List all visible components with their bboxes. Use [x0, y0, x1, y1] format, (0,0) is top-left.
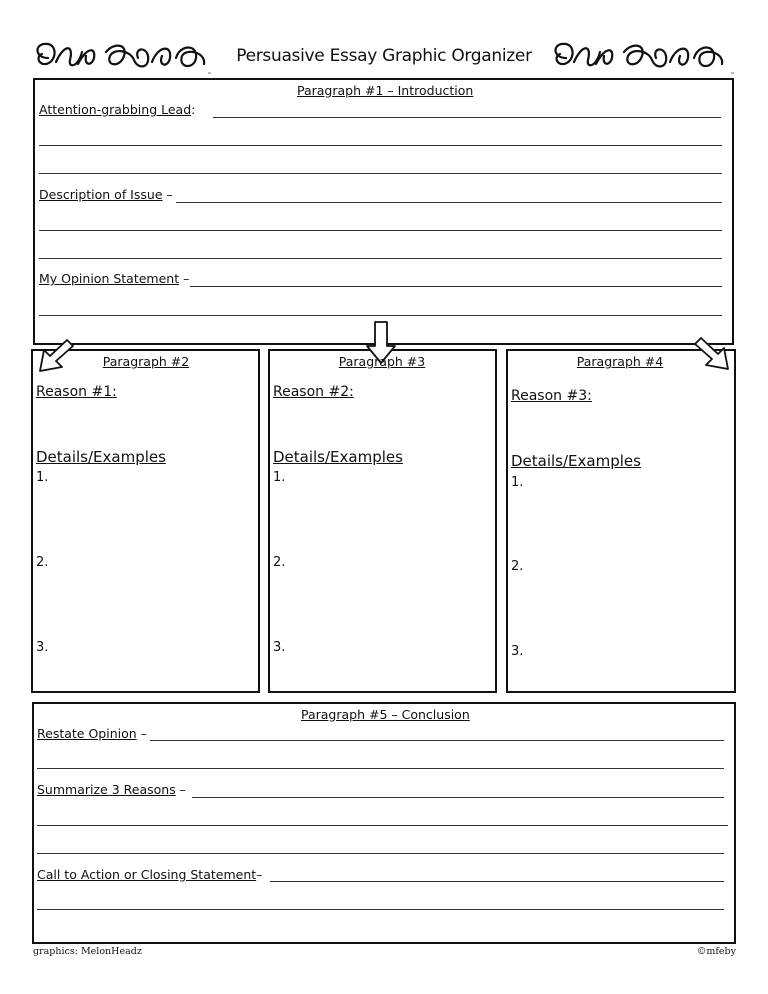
lead-answer-line[interactable] [213, 117, 721, 118]
writing-line[interactable] [39, 258, 722, 259]
restate-label: Restate Opinion [37, 726, 137, 741]
paragraph-3-title: Paragraph #3 [338, 354, 426, 369]
lead-prompt: Attention-grabbing Lead: [39, 102, 196, 117]
writing-line[interactable] [37, 853, 724, 854]
intro-section [33, 78, 734, 345]
opinion-prompt: My Opinion Statement – [39, 271, 190, 286]
summarize-answer-line[interactable] [192, 797, 724, 798]
reason-1-label: Reason #1: [36, 384, 117, 400]
summarize-label: Summarize 3 Reasons [37, 782, 176, 797]
paragraph-2-section [31, 349, 260, 693]
details-examples-label: Details/Examples [511, 452, 641, 470]
intro-title: Paragraph #1 – Introduction [297, 83, 474, 98]
trademark-mark-right: ™ [730, 72, 735, 78]
writing-line[interactable] [39, 315, 722, 316]
item-number: 2. [511, 559, 524, 574]
writing-line[interactable] [39, 230, 722, 231]
issue-answer-line[interactable] [176, 202, 722, 203]
restate-prompt: Restate Opinion – [37, 726, 147, 741]
writing-line[interactable] [37, 825, 728, 826]
issue-label: Description of Issue [39, 187, 163, 202]
arrow-down-left-icon [34, 337, 74, 375]
copyright-credit: ©mfeby [696, 946, 736, 957]
lead-label: Attention-grabbing Lead [39, 102, 192, 117]
trademark-mark-left: ™ [207, 72, 212, 78]
paragraph-3-section [268, 349, 497, 693]
closing-answer-line[interactable] [270, 881, 724, 882]
writing-line[interactable] [39, 173, 722, 174]
page-title: Persuasive Essay Graphic Organizer [236, 46, 532, 66]
writing-line[interactable] [39, 145, 722, 146]
details-examples-label: Details/Examples [273, 448, 403, 466]
restate-answer-line[interactable] [150, 740, 724, 741]
item-number: 3. [273, 640, 286, 655]
summarize-prompt: Summarize 3 Reasons – [37, 782, 186, 797]
arrow-down-right-icon [694, 335, 734, 373]
right-swirl-ornament [548, 38, 730, 76]
conclusion-title: Paragraph #5 – Conclusion [301, 707, 470, 722]
issue-prompt: Description of Issue – [39, 187, 173, 202]
paragraph-4-title: Paragraph #4 [576, 354, 664, 369]
item-number: 1. [511, 475, 524, 490]
opinion-label: My Opinion Statement [39, 271, 180, 286]
writing-line[interactable] [37, 909, 724, 910]
details-examples-label: Details/Examples [36, 448, 166, 466]
item-number: 1. [36, 470, 49, 485]
item-number: 3. [36, 640, 49, 655]
graphics-credit: graphics: MelonHeadz [33, 946, 142, 957]
reason-2-label: Reason #2: [273, 384, 354, 400]
item-number: 2. [36, 555, 49, 570]
item-number: 2. [273, 555, 286, 570]
closing-label: Call to Action or Closing Statement [37, 867, 257, 882]
reason-3-label: Reason #3: [511, 388, 592, 404]
item-number: 1. [273, 470, 286, 485]
closing-prompt: Call to Action or Closing Statement– [37, 867, 263, 882]
item-number: 3. [511, 644, 524, 659]
writing-line[interactable] [37, 768, 724, 769]
opinion-answer-line[interactable] [190, 286, 722, 287]
paragraph-2-title: Paragraph #2 [102, 354, 190, 369]
